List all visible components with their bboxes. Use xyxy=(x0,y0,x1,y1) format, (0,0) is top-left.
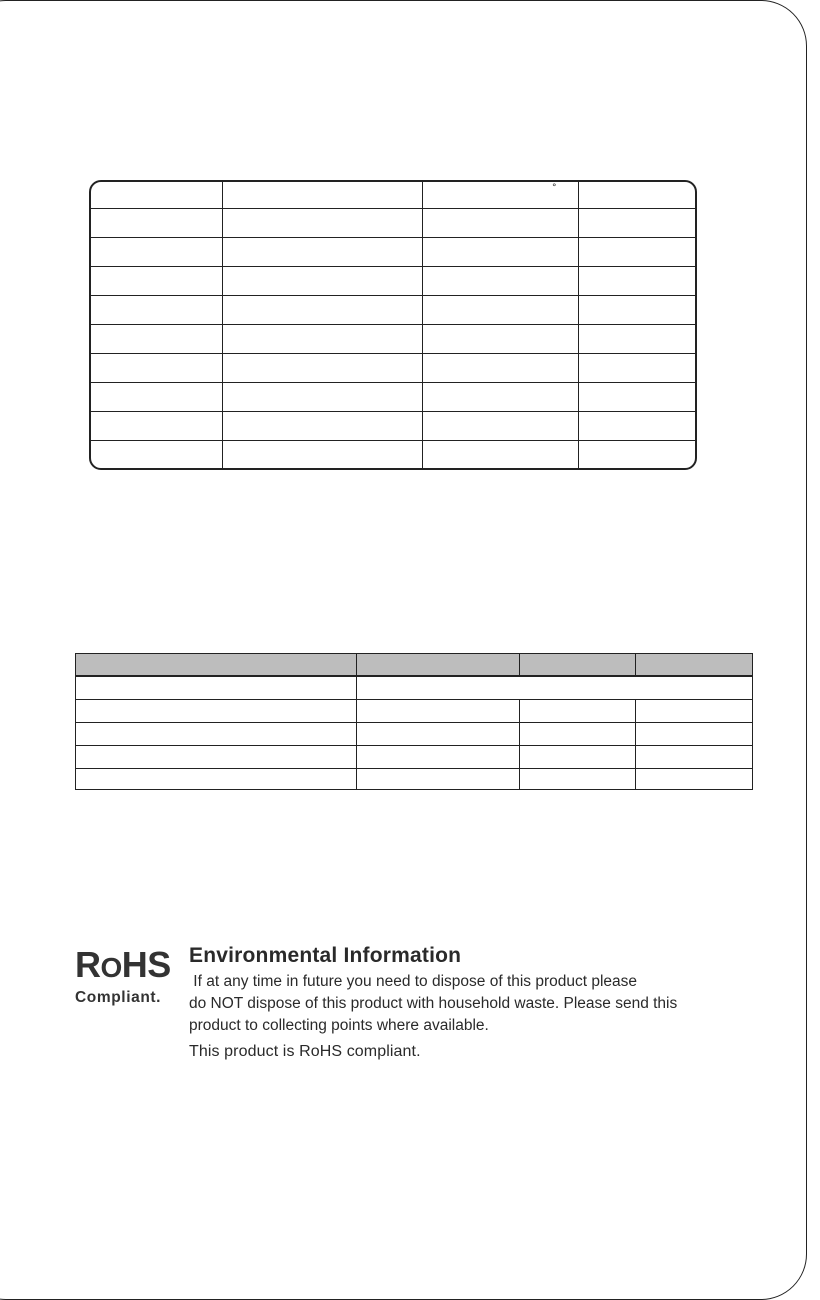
table-column-divider xyxy=(222,182,223,468)
table-row-divider xyxy=(91,353,695,354)
table-column-divider xyxy=(519,654,520,676)
specification-table xyxy=(89,180,697,470)
table-header-row xyxy=(76,654,752,676)
table-row-divider xyxy=(91,295,695,296)
table-header-rule xyxy=(76,675,752,677)
degree-symbol: ° xyxy=(552,183,557,193)
environment-body xyxy=(189,971,749,1037)
table-row-divider xyxy=(76,699,752,700)
table-column-divider xyxy=(519,699,520,789)
rohs-compliant-label: Compliant. xyxy=(75,989,162,1006)
rohs-logo xyxy=(75,944,171,1007)
table-row-divider xyxy=(91,382,695,383)
table-row-divider xyxy=(91,266,695,267)
rohs-mark: ROHS xyxy=(75,944,171,985)
environment-body-line: do NOT dispose of this product with household waste. Please send this xyxy=(189,995,678,1012)
table-column-divider xyxy=(635,699,636,789)
environment-body-line: If at any time in future you need to dispose of this product please xyxy=(189,973,638,990)
table-column-divider xyxy=(635,654,636,676)
environment-body-line: product to collecting points where available. xyxy=(189,1017,489,1034)
table-column-divider xyxy=(578,182,579,468)
table-row-divider xyxy=(91,208,695,209)
environment-title: Environmental Information xyxy=(189,944,462,967)
table-row-divider xyxy=(91,440,695,441)
table-column-divider xyxy=(422,182,423,468)
table-row-divider xyxy=(91,237,695,238)
table-row-divider xyxy=(76,745,752,746)
table-row-divider xyxy=(91,411,695,412)
data-table xyxy=(75,653,753,790)
table-row-divider xyxy=(76,768,752,769)
compliance-statement: This product is RoHS compliant. xyxy=(189,1043,421,1060)
table-row-divider xyxy=(91,324,695,325)
table-row-divider xyxy=(76,722,752,723)
